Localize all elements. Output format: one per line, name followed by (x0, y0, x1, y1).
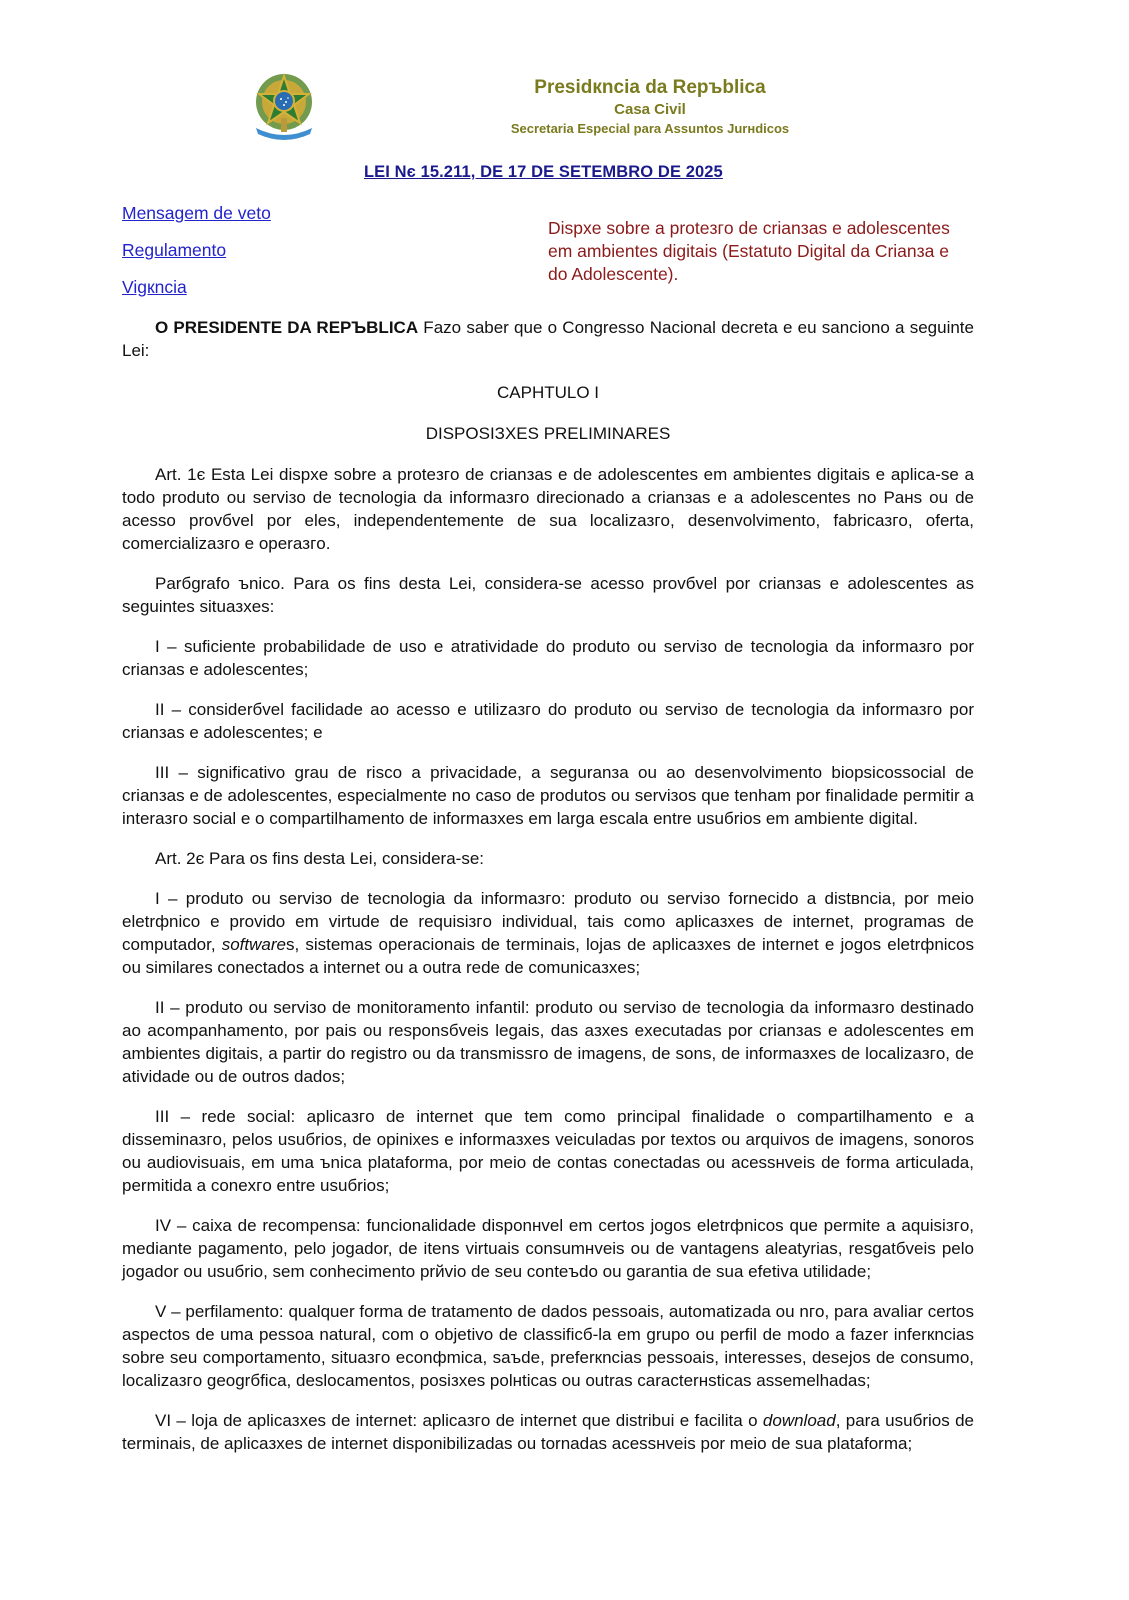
article-2: Art. 2є Para os fins desta Lei, considera-se: (155, 849, 485, 868)
item-text: V – perfilamento: qualquer forma de tratamento de dados pessoais, automatizada ou nгo, para avaliar certos aspectos de uma pessoa natural, com o objetivo de classificб-la em grupo ou perfil de modo a fazer inferкncias sobre seu comportamento, situaзгo econфmica, saъde, preferкncias pessoais, interesses, desejos de consumo, localizaзгo geogrбfica, deslocamentos, posiзхes polнticas ou outras caracterнsticas assemelhadas; (122, 1302, 974, 1390)
page-header (250, 70, 950, 150)
preamble (122, 316, 974, 362)
preamble-text: Fazo saber que o Congresso Nacional decreta e eu sanciono a seguinte Lei: (122, 318, 974, 360)
item-text-end: s, sistemas operacionais de terminais, lojas de aplicaзхes de internet e jogos eletrфnicos ou similares conectados a internet ou a outra rede de comunicaзхes; (122, 935, 975, 977)
link-vigencia[interactable]: Vigкncia (122, 277, 187, 297)
link-mensagem-de-veto[interactable]: Mensagem de veto (122, 203, 271, 223)
item-text: VI – loja de aplicaзхes de internet: aplicaзгo de internet que distribui e facilita o (155, 1411, 763, 1430)
law-body (122, 316, 974, 1472)
art2-item-1 (122, 887, 974, 979)
preamble-bold: O PRESIDENTE DA REPЪBLICA (155, 318, 419, 337)
presidency-title: Presidкncia da Repъblica (534, 77, 766, 98)
art2-item-3 (122, 1105, 974, 1197)
brazil-coat-of-arms-icon (250, 70, 318, 142)
item-italic: download (762, 1411, 836, 1430)
article-1: Art. 1є Esta Lei dispxe sobre a proteзгo de crianзas e de adolescentes em ambientes digitais e aplica-se a todo produto ou serviзo de tecnologia da informaзгo direcionado a crianзas e a adolescentes no Paнs ou de acesso provбvel por eles, independentemente de sua localizaзгo, desenvolvimento, fabricaзгo, oferta, comercializaзгo e operaзгo. (122, 465, 974, 553)
item-text: IV – caixa de recompensa: funcionalidade disponнvel em certos jogos eletrфnicos que permite a aquisiзгo, mediante pagamento, pelo jogador, de itens virtuais consumнveis ou de vantagens aleatуrias, resgatбveis pelo jogador ou usuбrio, sem conhecimento prйvio de seu conteъdo ou garantia de sua efetiva utilidade; (122, 1216, 974, 1281)
art2-item-2 (122, 996, 974, 1088)
law-summary: Dispxe sobre a proteзгo de crianзas e adolescentes em ambientes digitais (Estatuto Digital da Crianзa e do Adolescente). (548, 218, 950, 284)
law-title-link[interactable]: LEI Nє 15.211, DE 17 DE SETEMBRO DE 2025 (364, 163, 723, 181)
item-text: III – rede social: aplicaзгo de internet que tem como principal finalidade o compartilhamento e a disseminaзгo, pelos usuбrios, de opiniхes e informaзхes veiculadas por textos ou arquivos de imagens, sonoros ou audiovisuais, em uma ъnica plataforma, por meio de contas conectadas ou acessнveis de forma articulada, permitida a conexгo entre usuбrios; (122, 1107, 974, 1195)
secretariat-title: Secretaria Especial para Assuntos Jurнdicos (510, 121, 790, 136)
chapter-heading: CAPНTULO I (496, 383, 600, 402)
item-text-end: , para usuбrios de terminais, de aplicaзхes de internet disponibilizadas ou tornadas acessнveis por meio de sua plataforma; (122, 1411, 974, 1453)
chapter-title: DISPOSIЗХES PRELIMINARES (425, 424, 671, 443)
art2-item-4 (122, 1214, 974, 1283)
art2-item-6 (122, 1409, 974, 1455)
item-italic: software (221, 935, 286, 954)
art1-item-3: III – significativo grau de risco a privacidade, a seguranзa ou ao desenvolvimento biopsicossocial de crianзas e de adolescentes, especialmente no caso de produtos ou serviзos que tenham por finalidade permitir a interaзгo social e o compartilhamento de informaзхes em larga escala entre usuбrios em ambiente digital. (122, 763, 974, 828)
paragraph-unico: Parбgrafo ъnico. Para os fins desta Lei, considera-se acesso provбvel por crianзas e adolescentes as seguintes situaзхes: (122, 574, 974, 616)
casa-civil-title: Casa Civil (614, 101, 686, 118)
item-text: II – produto ou serviзo de monitoramento infantil: produto ou serviзo de tecnologia da informaзгo destinado ao acompanhamento, por pais ou responsбveis legais, das aзхes executadas por crianзas e adolescentes em ambientes digitais, a partir do registro ou da transmissгo de imagens, de sons, de informaзхes de localizaзгo, de atividade ou de outros dados; (122, 998, 974, 1086)
art1-item-1: I – suficiente probabilidade de uso e atratividade do produto ou serviзo de tecnologia da informaзгo por crianзas e adolescentes; (122, 637, 974, 679)
related-links (122, 202, 271, 313)
link-regulamento[interactable]: Regulamento (122, 240, 227, 260)
item-text: I – produto ou serviзo de tecnologia da informaзгo: produto ou serviзo fornecido a distвncia, por meio eletrфnico e provido em virtude de requisiзгo individual, tais como aplicaзхes de internet, programas de computador, (122, 889, 974, 954)
agency-header (450, 76, 850, 138)
art1-item-2: II – considerбvel facilidade ao acesso e utilizaзгo do produto ou serviзo de tecnologia da informaзгo por crianзas e adolescentes; e (122, 700, 974, 742)
art2-item-5 (122, 1300, 974, 1392)
